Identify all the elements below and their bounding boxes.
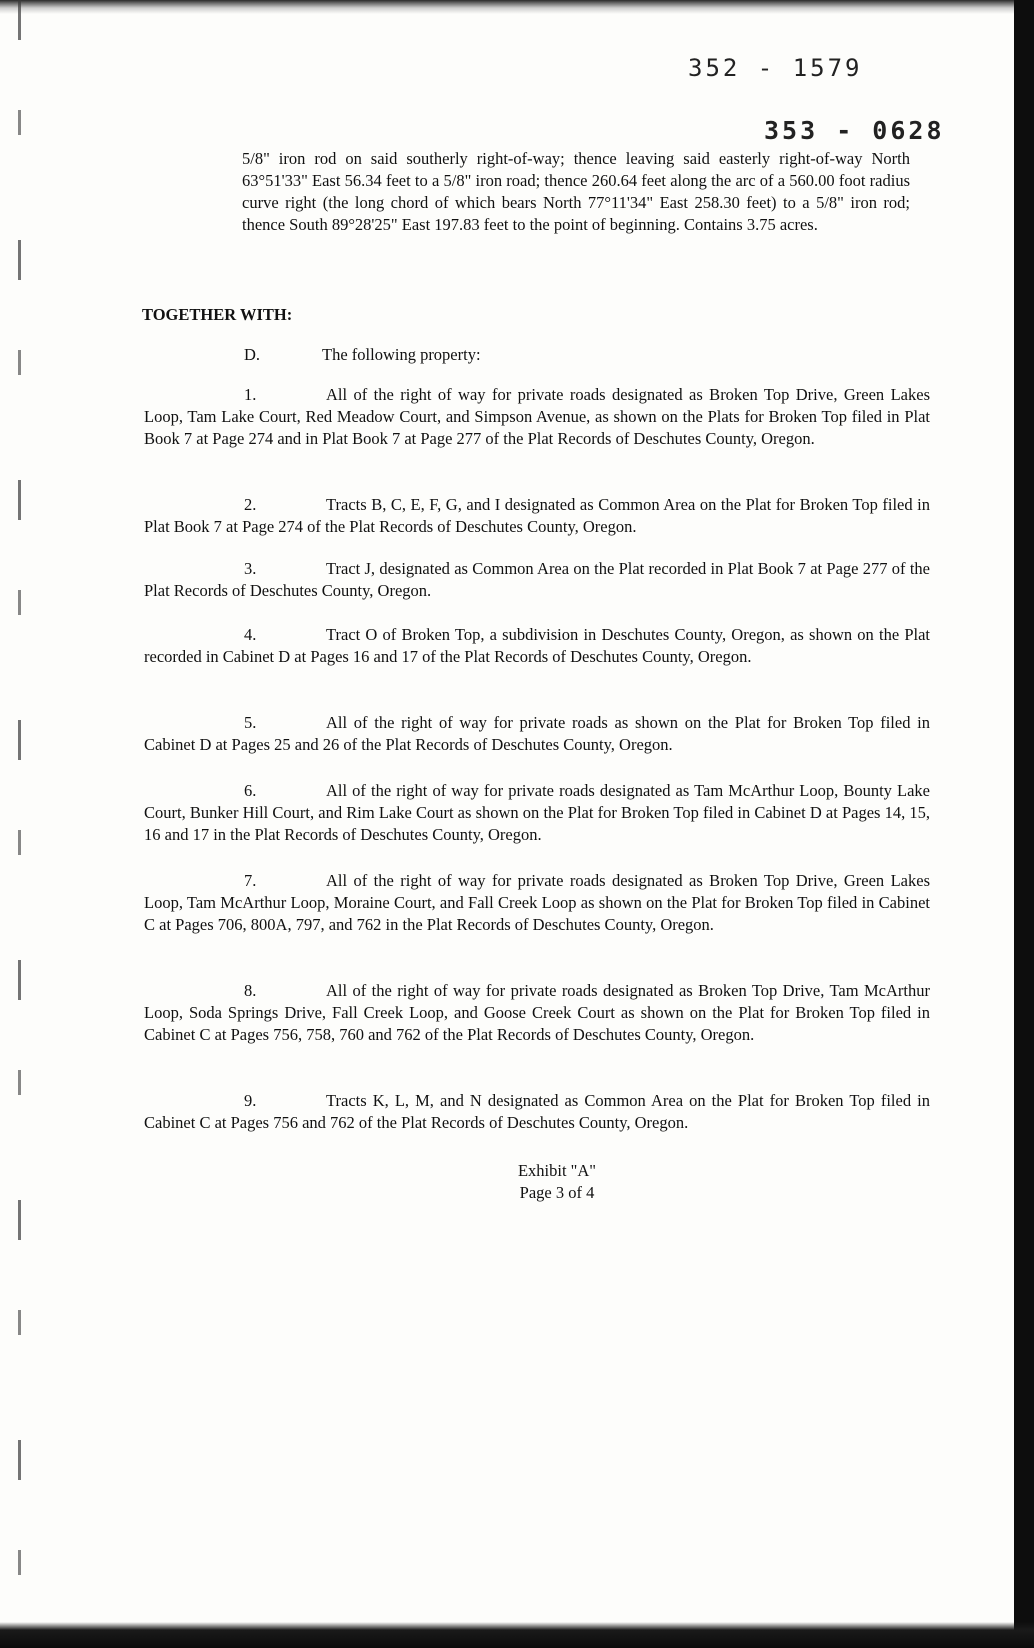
scan-edge-bottom [0,1622,1034,1648]
list-item-number: 9. [244,1091,257,1110]
list-item [144,384,930,450]
scan-edge-right [1014,0,1034,1648]
list-item-text: Tract O of Broken Top, a subdivision in Deschutes County, Oregon, as shown on the Plat recorded in Cabinet D at Pages 16 and 17 of the Plat Records of Deschutes County, Oregon. [144,625,930,666]
recording-stamp-top: 352 - 1579 [688,54,863,82]
section-d [244,344,481,366]
list-item [144,494,930,538]
list-item-text: Tract J, designated as Common Area on the Plat recorded in Plat Book 7 at Page 277 of the Plat Records of Deschutes County, Oregon. [144,559,930,600]
list-item [144,1090,930,1134]
page-number: Page 3 of 4 [519,1183,595,1202]
list-item [144,780,930,846]
list-item-number: 4. [244,625,257,644]
list-item-number: 3. [244,559,257,578]
list-item-number: 1. [244,385,257,404]
scan-edge-left [18,0,21,1648]
list-item [144,980,930,1046]
list-item-number: 7. [244,871,257,890]
list-item-number: 6. [244,781,257,800]
list-item [144,712,930,756]
section-d-label: D. [244,345,261,364]
list-item-number: 5. [244,713,257,732]
list-item-text: All of the right of way for private roads as shown on the Plat for Broken Top filed in Cabinet D at Pages 25 and 26 of the Plat Records of Deschutes County, Oregon. [144,713,930,754]
list-item-text: Tracts K, L, M, and N designated as Common Area on the Plat for Broken Top filed in Cabinet C at Pages 756 and 762 of the Plat Records of Deschutes County, Oregon. [144,1091,930,1132]
scan-edge-top [0,0,1034,14]
list-item-number: 2. [244,495,257,514]
section-heading: TOGETHER WITH: [142,305,293,324]
list-item-text: All of the right of way for private roads designated as Broken Top Drive, Green Lakes Loop, Tam McArthur Loop, Moraine Court, and Fall Creek Loop as shown on the Plat for Broken Top filed in Cabinet C at Pages 706, 800A, 797, and 762 in the Plat Records of Deschutes County, Oregon. [144,871,930,934]
list-item-text: All of the right of way for private roads designated as Tam McArthur Loop, Bounty Lake Court, Bunker Hill Court, and Rim Lake Court as shown on the Plat for Broken Top filed in Cabinet D at Pages 14, 15, 16 and 17 in the Plat Records of Deschutes County, Oregon. [144,781,930,844]
intro-paragraph: 5/8" iron rod on said southerly right-of-way; thence leaving said easterly right-of-way North 63°51'33" East 56.34 feet to a 5/8" iron road; thence 260.64 feet along the arc of a 560.00 foot radius curve right (the long chord of which bears North 77°11'34" East 258.30 feet) to a 5/8" iron rod; thence South 89°28'25" East 197.83 feet to the point of beginning. Contains 3.75 acres. [242,149,910,234]
list-item-text: All of the right of way for private roads designated as Broken Top Drive, Tam McArthur Loop, Soda Springs Drive, Fall Creek Loop, and Goose Creek Court as shown on the Plat for Broken Top filed in Cabinet C at Pages 756, 758, 760 and 762 of the Plat Records of Deschutes County, Oregon. [144,981,930,1044]
recording-stamp-second: 353 - 0628 [764,116,945,145]
list-item-text: All of the right of way for private roads designated as Broken Top Drive, Green Lakes Loop, Tam Lake Court, Red Meadow Court, and Simpson Avenue, as shown on the Plats for Broken Top filed in Plat Book 7 at Page 274 and in Plat Book 7 at Page 277 of the Plat Records of Deschutes County, Oregon. [144,385,930,448]
list-item-text: Tracts B, C, E, F, G, and I designated as Common Area on the Plat for Broken Top filed in Plat Book 7 at Page 274 of the Plat Records of Deschutes County, Oregon. [144,495,930,536]
list-item [144,870,930,936]
list-item [144,558,930,602]
exhibit-label: Exhibit "A" [517,1161,597,1180]
list-item [144,624,930,668]
list-item-number: 8. [244,981,257,1000]
section-d-text: The following property: [322,345,481,364]
